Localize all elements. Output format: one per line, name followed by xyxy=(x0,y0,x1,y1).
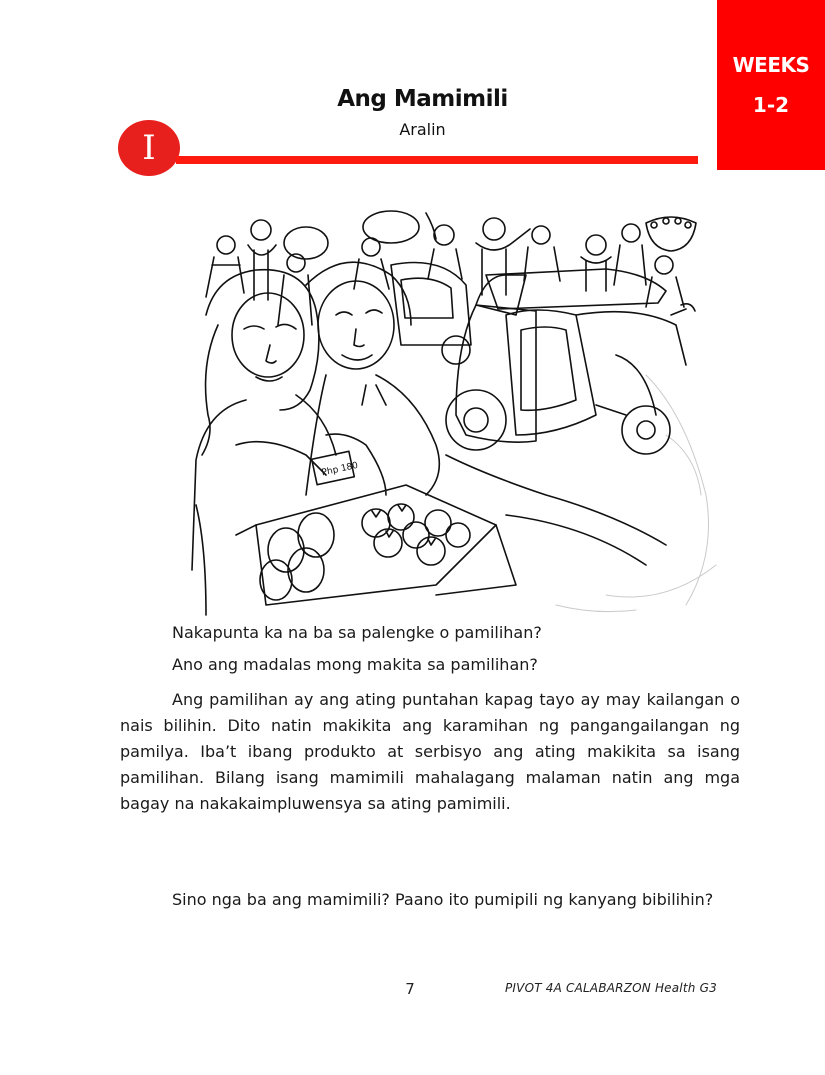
weeks-range: 1-2 xyxy=(752,93,790,117)
market-illustration xyxy=(176,205,746,625)
produce-table xyxy=(236,485,516,605)
background-tricycle xyxy=(391,263,471,365)
price-sign-text: Php 180 xyxy=(320,460,360,479)
page-title: Ang Mamimili xyxy=(337,86,508,112)
question-1: Nakapunta ka na ba sa palengke o pamilihan? xyxy=(172,623,542,642)
background-crowd xyxy=(206,211,696,325)
man-figure xyxy=(306,262,439,495)
woman-figure xyxy=(192,270,336,615)
question-2: Ano ang madalas mong makita sa pamilihan? xyxy=(172,655,538,674)
background-texture xyxy=(556,375,716,612)
page-number: 7 xyxy=(405,980,415,998)
paragraph-mamimili: Sino nga ba ang mamimili? Paano ito pumipili ng kanyang bibilihin? xyxy=(172,890,714,909)
page-subtitle: Aralin xyxy=(399,120,446,139)
section-marker: I xyxy=(118,120,180,176)
title-underline xyxy=(176,156,698,164)
road xyxy=(446,455,666,565)
footer-text: PIVOT 4A CALABARZON Health G3 xyxy=(505,981,717,995)
weeks-badge xyxy=(717,0,825,170)
weeks-label: WEEKS xyxy=(732,53,810,77)
paragraph-pamilihan: Ang pamilihan ay ang ating puntahan kapag tayo ay may kailangan o nais bilihin. Dito natin makikita ang karamihan ng pangangailangan ng pamilya. Iba’t ibang produkto at serbisyo ang ating makikita sa isang pamilihan. Bilang isang mamimili mahalagang malaman natin ang mga bagay na nakakaimpluwensya sa ating pamimili. xyxy=(120,690,740,813)
tricycle xyxy=(446,269,695,454)
